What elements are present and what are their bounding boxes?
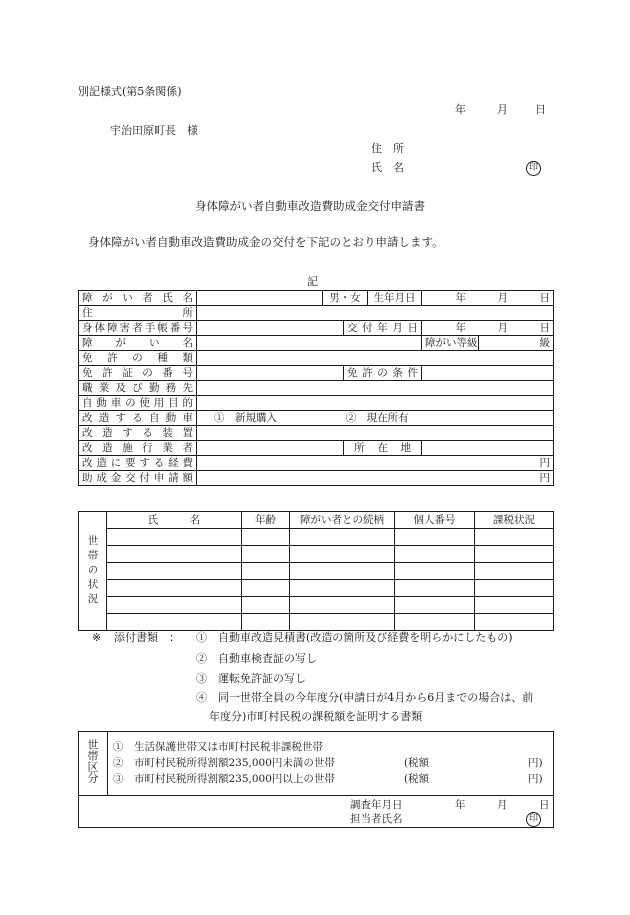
disability-grade-label: 障がい等級 xyxy=(422,336,479,351)
handbook-number-field[interactable] xyxy=(197,321,344,336)
disability-grade-field[interactable]: 級 xyxy=(479,336,554,351)
license-type-field[interactable] xyxy=(197,351,554,366)
table-row xyxy=(79,614,554,631)
member-id-cell[interactable] xyxy=(395,563,475,580)
contractor-label: 改造施行業者 xyxy=(79,441,197,456)
address-row-label: 住所 xyxy=(79,306,197,321)
classification-divider xyxy=(107,795,553,796)
member-age-cell[interactable] xyxy=(242,529,290,546)
col-relation-header: 障がい者との続柄 xyxy=(290,512,395,529)
member-tax-cell[interactable] xyxy=(475,580,554,597)
page-title: 身体障がい者自動車改造費助成金交付申請書 xyxy=(195,199,425,213)
option-currently-owned[interactable]: ② 現在所有 xyxy=(345,412,409,424)
location-field[interactable] xyxy=(422,441,554,456)
member-age-cell[interactable] xyxy=(242,563,290,580)
table-row xyxy=(79,546,554,563)
member-relation-cell[interactable] xyxy=(290,614,395,631)
member-tax-cell[interactable] xyxy=(475,563,554,580)
location-label: 所在地 xyxy=(344,441,422,456)
license-condition-field[interactable] xyxy=(422,366,554,381)
applicant-name-field[interactable] xyxy=(197,291,323,306)
applicant-name-label: 障がい者氏名 xyxy=(79,291,197,306)
table-row xyxy=(79,336,554,351)
item-2-tax-label: (税額 xyxy=(404,757,430,769)
classification-side xyxy=(79,732,108,796)
vehicle-purpose-field[interactable] xyxy=(197,396,554,411)
seal-icon: 印 xyxy=(526,161,541,176)
issue-date-label: 交付年月日 xyxy=(344,321,422,336)
item-3-tax-label: (税額 xyxy=(404,773,430,785)
dob-label: 生年月日 xyxy=(368,291,422,306)
address-field[interactable] xyxy=(197,306,554,321)
grant-amount-field[interactable]: 円 xyxy=(197,471,554,486)
classification-item-2[interactable]: ② 市町村民税所得割額235,000円未満の世帯 xyxy=(113,757,335,769)
table-row xyxy=(79,366,554,381)
member-id-cell[interactable] xyxy=(395,580,475,597)
vehicle-purpose-label: 自動車の使用目的 xyxy=(79,396,197,411)
member-relation-cell[interactable] xyxy=(290,563,395,580)
date-month-label: 月 xyxy=(497,103,508,116)
cost-label: 改造に要する経費 xyxy=(79,456,197,471)
application-table xyxy=(78,290,554,486)
member-id-cell[interactable] xyxy=(395,529,475,546)
date-year-label: 年 xyxy=(455,103,466,116)
member-tax-cell[interactable] xyxy=(475,597,554,614)
table-row xyxy=(79,411,554,426)
officer-seal-icon: 印 xyxy=(526,812,541,827)
handbook-number-label: 身体障害者手帳番号 xyxy=(79,321,197,336)
member-tax-cell[interactable] xyxy=(475,614,554,631)
dob-field[interactable]: 年 月 日 xyxy=(422,291,554,306)
attachment-label: 添付書類 ： xyxy=(114,631,180,644)
attachment-item-2: ② 自動車検査証の写し xyxy=(196,652,317,665)
disability-name-field[interactable] xyxy=(197,336,422,351)
license-number-field[interactable] xyxy=(197,366,344,381)
officer-name-label: 担当者氏名 xyxy=(350,813,403,825)
cost-field[interactable]: 円 xyxy=(197,456,554,471)
member-name-cell[interactable] xyxy=(107,614,242,631)
member-tax-cell[interactable] xyxy=(475,529,554,546)
member-age-cell[interactable] xyxy=(242,597,290,614)
classification-box xyxy=(78,731,554,828)
occupation-field[interactable] xyxy=(197,381,554,396)
table-row xyxy=(79,396,554,411)
col-id-header: 個人番号 xyxy=(395,512,475,529)
addressee: 宇治田原町長 様 xyxy=(110,124,198,137)
issue-date-field[interactable]: 年 月 日 xyxy=(422,321,554,336)
table-row xyxy=(79,426,554,441)
contractor-field[interactable] xyxy=(197,441,344,456)
intro-text: 身体障がい者自動車改造費助成金の交付を下記のとおり申請します。 xyxy=(88,235,444,249)
vehicle-to-modify-field xyxy=(197,411,554,426)
form-id: 別記様式(第5条関係) xyxy=(78,85,182,98)
member-relation-cell[interactable] xyxy=(290,580,395,597)
attachment-mark: ※ xyxy=(92,631,102,644)
device-label: 改造する装置 xyxy=(79,426,197,441)
license-number-label: 免許証の番号 xyxy=(79,366,197,381)
disability-name-label: 障がい名 xyxy=(79,336,197,351)
table-row xyxy=(79,351,554,366)
member-name-cell[interactable] xyxy=(107,529,242,546)
table-row xyxy=(79,471,554,486)
address-label: 住 所 xyxy=(371,142,404,155)
sex-select[interactable]: 男・女 xyxy=(323,291,368,306)
col-age-header: 年齢 xyxy=(242,512,290,529)
table-row xyxy=(79,306,554,321)
table-row xyxy=(79,441,554,456)
member-name-cell[interactable] xyxy=(107,563,242,580)
member-name-cell[interactable] xyxy=(107,597,242,614)
date-day-label: 日 xyxy=(535,103,546,116)
survey-date-label: 調査年月日 xyxy=(350,799,403,811)
attachment-item-4-line-1: ④ 同一世帯全員の今年度分(申請日が4月から6月までの場合は、前 xyxy=(196,691,534,704)
classification-item-1[interactable]: ① 生活保護世帯又は市町村民税非課税世帯 xyxy=(113,741,323,753)
classification-item-3[interactable]: ③ 市町村民税所得割額235,000円以上の世帯 xyxy=(113,773,335,785)
member-age-cell[interactable] xyxy=(242,546,290,563)
license-condition-label: 免許の条件 xyxy=(344,366,422,381)
device-field[interactable] xyxy=(197,426,554,441)
table-row xyxy=(79,456,554,471)
household-side-label: 世帯の状況 xyxy=(79,512,107,631)
item-2-tax-unit: 円) xyxy=(528,757,543,769)
grant-amount-label: 助成金交付申請額 xyxy=(79,471,197,486)
member-tax-cell[interactable] xyxy=(475,546,554,563)
license-type-label: 免許の種類 xyxy=(79,351,197,366)
col-name-header: 氏 名 xyxy=(107,512,242,529)
member-age-cell[interactable] xyxy=(242,580,290,597)
date-field xyxy=(455,104,546,115)
member-relation-cell[interactable] xyxy=(290,546,395,563)
ki-label: 記 xyxy=(307,275,318,288)
name-label: 氏 名 xyxy=(371,161,404,174)
member-id-cell[interactable] xyxy=(395,546,475,563)
occupation-label: 職業及び勤務先 xyxy=(79,381,197,396)
table-row xyxy=(79,381,554,396)
option-new-purchase[interactable]: ① 新規購入 xyxy=(214,412,277,424)
table-row xyxy=(79,580,554,597)
member-age-cell[interactable] xyxy=(242,614,290,631)
classification-side-label: 世帯区分 xyxy=(86,739,99,783)
attachment-item-3: ③ 運転免許証の写し xyxy=(196,672,306,685)
member-id-cell[interactable] xyxy=(395,614,475,631)
member-relation-cell[interactable] xyxy=(290,597,395,614)
table-row xyxy=(79,563,554,580)
table-row xyxy=(79,512,554,529)
attachment-item-1: ① 自動車改造見積書(改造の箇所及び経費を明らかにしたもの) xyxy=(196,631,513,644)
household-table xyxy=(78,511,554,631)
item-3-tax-unit: 円) xyxy=(528,773,543,785)
table-row xyxy=(79,529,554,546)
member-name-cell[interactable] xyxy=(107,546,242,563)
col-tax-header: 課税状況 xyxy=(475,512,554,529)
vehicle-to-modify-label: 改造する自動車 xyxy=(79,411,197,426)
member-name-cell[interactable] xyxy=(107,580,242,597)
table-row xyxy=(79,321,554,336)
member-id-cell[interactable] xyxy=(395,597,475,614)
member-relation-cell[interactable] xyxy=(290,529,395,546)
table-row xyxy=(79,291,554,306)
survey-date-field[interactable]: 年 月 日 xyxy=(455,799,550,811)
attachment-item-4-line-2: 年度分)市町村民税の課税額を証明する書類 xyxy=(209,710,423,723)
table-row xyxy=(79,597,554,614)
